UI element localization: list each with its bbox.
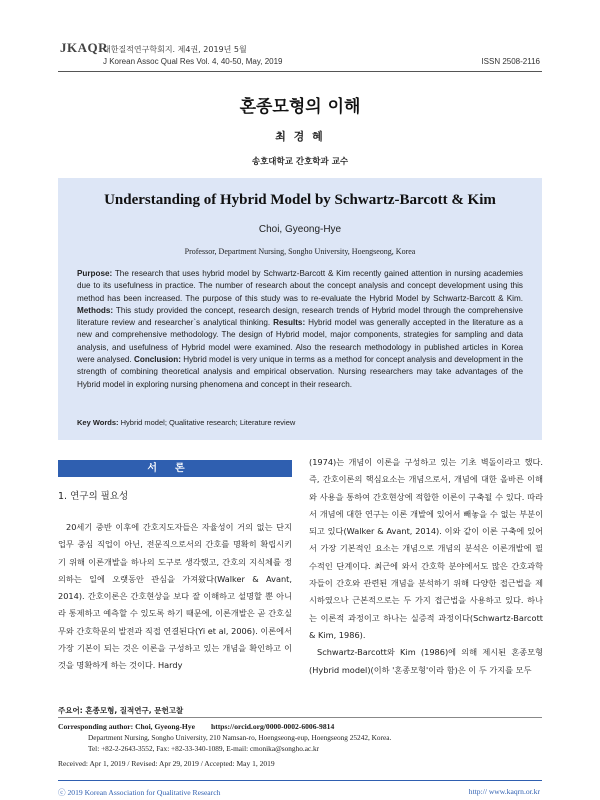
body-paragraph-left: 20세기 중반 이후에 간호지도자들은 자율성이 거의 없는 단지 업무 중심 직업이 아닌, 전문직으로서의 간호를 명확히 확립시키기 위해 이론개발을 하나의 도구로 생각했고, 간호의 지식체를 정의하는 일에 오랫동안 관심을 가져왔다(Walker & Avant, 2014). 간호이론은 간호현상을 보다 잘 이해하고 설명할 뿐 아니라 통제하고 예측할 수 있도록 하기 때문에, 이론개발은 곧 간호실무와 간호학문의 발전과 직접 연결된다(Yi et al, 2006). 이론에서 가장 기본이 되는 것은 이론을 구성하고 있는 개념을 확인하고 이것을 명확하게 하는 것이다. Hardy: [58, 522, 292, 671]
results-text: Hybrid model was generally accepted in the literature as a new and comprehensive methodology. The design of Hybrid model, major components, strategies for sampling and data analysis, and usefulness of Hybrid model were examined. Also the research methodology in published articles in Korea were analysed.: [77, 318, 523, 365]
affiliation-english: Professor, Department Nursing, Songho University, Hoengseong, Korea: [184, 247, 416, 256]
journal-citation-korean: 대한질적연구학회지. 제4권, 2019년 5월: [103, 45, 247, 54]
body-paragraph-right-2: Schwartz-Barcott와 Kim (1986)에 의해 제시된 혼종모형(Hybrid model)(이하 '혼종모형'이라 함)은 이 두 가지를 모두: [309, 647, 543, 675]
orcid-link[interactable]: https://orcid.org/0000-0002-6006-9814: [210, 722, 335, 731]
copyright: ⓒ 2019 Korean Association for Qualitative Research: [58, 788, 221, 797]
author-korean: 최 경 혜: [275, 130, 325, 143]
purpose-label: Purpose:: [77, 269, 113, 278]
received-dates: Received: Apr 1, 2019 / Revised: Apr 29, 2019 / Accepted: May 1, 2019: [58, 759, 275, 768]
body-column-right: [309, 454, 543, 679]
paper-title-english: Understanding of Hybrid Model by Schwartz-Barcott & Kim: [104, 192, 496, 208]
purpose-text: The research that uses hybrid model by Schwartz-Barcott & Kim recently gained attention in nursing academies due to its usefulness in practice. The number of research about the concept analysis and concept development using this method has been increased. The purpose of this study was to re-evaluate the Hybrid Model by Schwartz-Barcott & Kim.: [77, 269, 523, 303]
footnote-divider: [58, 717, 542, 718]
results-label: Results:: [273, 318, 306, 328]
methods-label: Methods:: [77, 305, 114, 315]
subsection-heading: 1. 연구의 필요성: [58, 491, 129, 502]
corresponding-author-label: Corresponding author: Choi, Gyeong-Hye: [58, 722, 195, 731]
issn: ISSN 2508-2116: [481, 57, 540, 66]
body-column-left: [58, 519, 292, 675]
author-address: Department Nursing, Songho University, 210 Namsan-ro, Hoengseong-eup, Hoengseong 25242, Korea.: [88, 733, 392, 742]
journal-logo: JKAQR: [60, 40, 108, 55]
body-paragraph-right-1: (1974)는 개념이 이론을 구성하고 있는 기초 벽돌이라고 했다. 즉, 간호이론의 핵심요소는 개념으로서, 개념에 대한 올바른 이해와 사용을 통하여 간호현상에 적합한 이론이 구축될 수 있다. 따라서 개념에 대한 연구는 이론 개발에 있어서 빼놓을 수 없는 부분이 되고 있다(Walker & Avant, 2014). 이와 같이 이론 구축에 있어서 가장 기본적인 요소는 개념으로 개념의 분석은 이론개발에 필수적인 단계이다. 최근에 와서 간호학 분야에서도 많은 간호과학자들이 간호와 관련된 개념을 분석하기 위해 다양한 접근법을 제시하였으나 근본적으로는 두 가지 접근법을 사용하고 있다. 하나는 이론적 과정이고 하나는 실증적 과정이다(Schwartz-Barcott & Kim, 1986).: [309, 457, 543, 640]
author-english: Choi, Gyeong-Hye: [258, 224, 342, 235]
journal-url[interactable]: http:// www.kaqrn.or.kr: [468, 787, 540, 796]
keywords-text: Hybrid model; Qualitative research; Literature review: [118, 418, 296, 427]
methods-text: This study provided the concept, research design, research trends of Hybrid model through the comprehensive literature review and researcher`s analytical thinking.: [77, 305, 523, 328]
journal-citation-english: J Korean Assoc Qual Res Vol. 4, 40-50, May, 2019: [103, 57, 283, 66]
conclusion-label: Conclusion:: [133, 355, 181, 365]
keywords: [77, 418, 295, 427]
author-contact: Tel: +82-2-2643-3552, Fax: +82-33-340-1089, E-mail: cmonika@songho.ac.kr: [88, 744, 320, 753]
footer-divider: [58, 780, 542, 781]
affiliation-korean: 송호대학교 간호학과 교수: [251, 157, 349, 167]
section-heading-introduction: 서론: [58, 460, 292, 477]
paper-title-korean: 혼종모형의 이해: [239, 97, 361, 117]
keywords-label: Key Words:: [77, 418, 119, 427]
conclusion-text: Hybrid model is very unique in terms as a method for concept analysis and development in the strength of combining theoretical analysis and empirical observation. Nursing researchers may take advantages of the Hybrid model in exploring nursing phenomena and concept in their research.: [77, 355, 523, 389]
corresponding-author: [58, 722, 334, 731]
abstract-text: [77, 268, 523, 391]
header-divider: [58, 71, 542, 72]
keywords-korean: 주요어: 혼종모형, 질적연구, 문헌고찰: [58, 706, 184, 715]
